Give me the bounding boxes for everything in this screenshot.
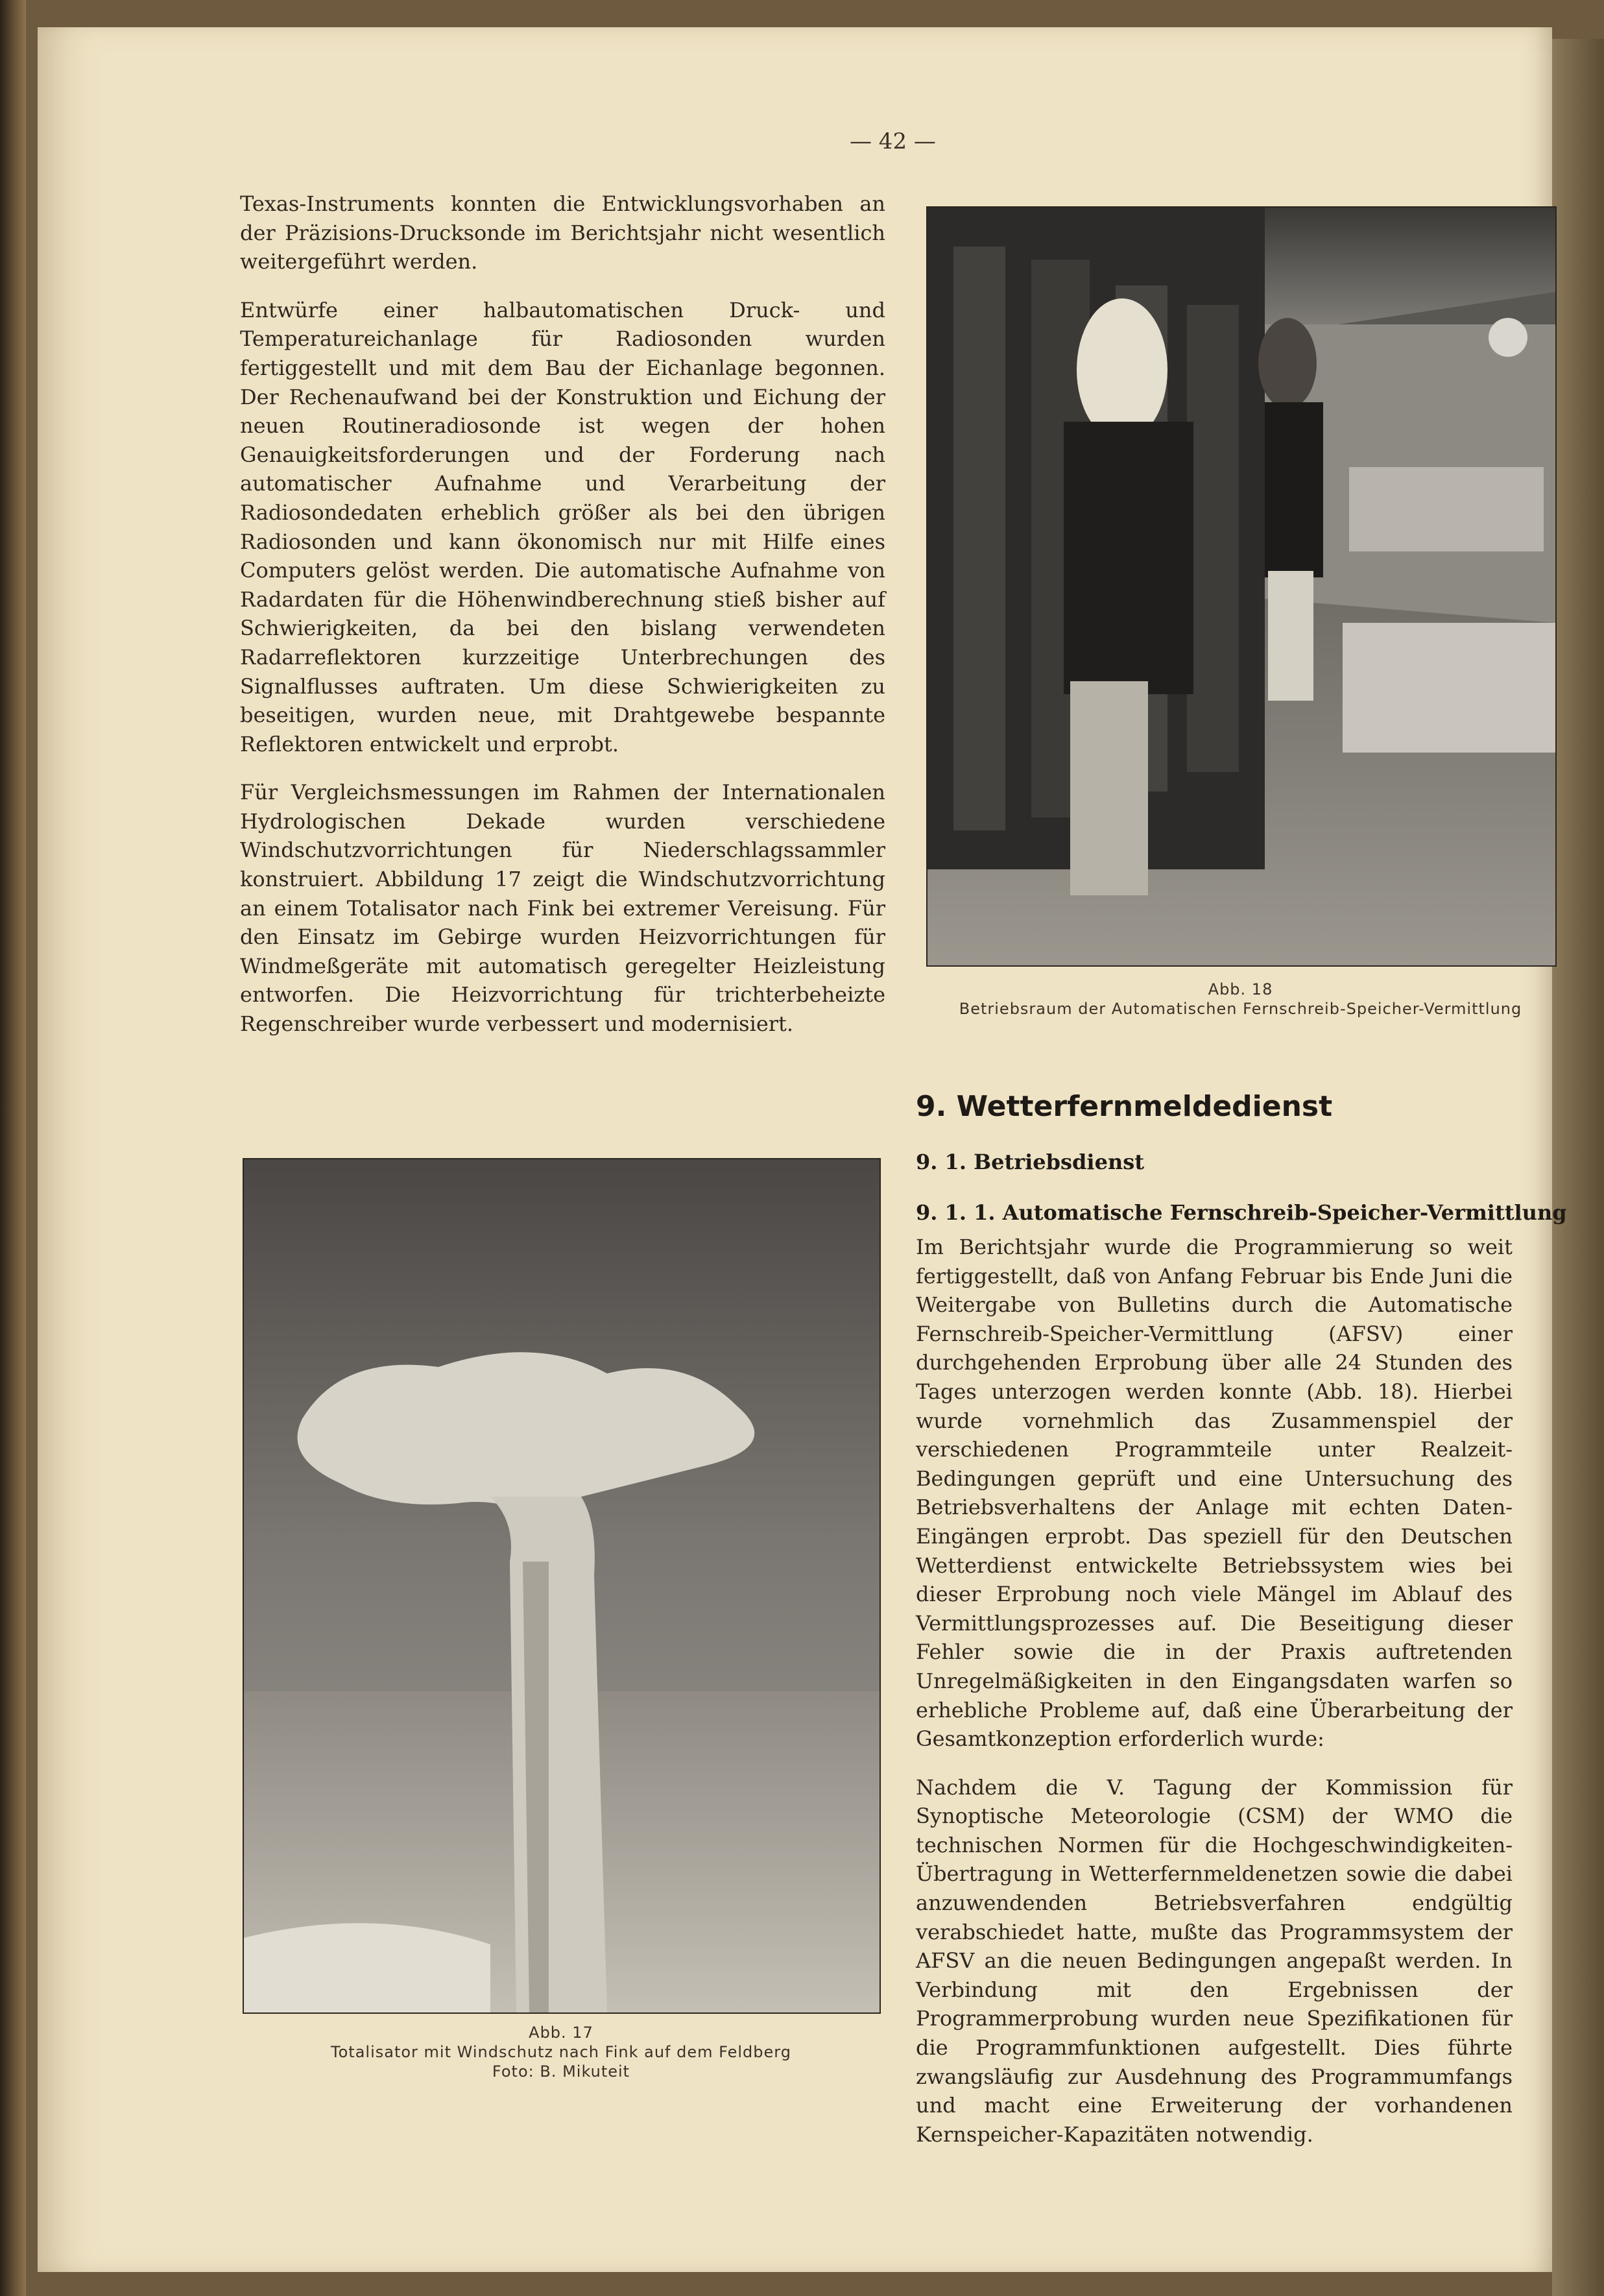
- book-spine: [0, 0, 26, 2296]
- caption-text: Totalisator mit Windschutz nach Fink auf dem Feldberg: [331, 2043, 791, 2061]
- caption-label: Abb. 18: [1208, 980, 1273, 998]
- paragraph: Texas-Instruments konnten die Entwicklungsvorhaben an der Präzisions-Drucksonde im Berichtsjahr nicht wesentlich weitergeführt werden.: [240, 191, 885, 274]
- left-text-column: [240, 189, 885, 1058]
- subsubsection-heading: 9. 1. 1. Automatische Fernschreib-Speicher-Vermittlung: [916, 1200, 1567, 1225]
- subsection-heading: 9. 1. Betriebsdienst: [916, 1150, 1144, 1174]
- paragraph: Für Vergleichsmessungen im Rahmen der Internationalen Hydrologischen Dekade wurden verschiedene Windschutzvorrichtungen für Niederschlagssammler konstruiert. Abbildung 17 zeigt die Windschutzvorrichtung an einem Totalisator nach Fink bei extremer Vereisung. Für den Einsatz im Gebirge wurden Heizvorrichtungen für Windmeßgeräte mit automatisch geregelter Heizleistung entworfen. Die Heizvorrichtung für trichterbeheizte Regenschreiber wurde verbessert und modernisiert.: [240, 780, 885, 1037]
- page-edge: [1552, 39, 1604, 2296]
- figure-17-photo: [243, 1158, 881, 2014]
- paragraph: Entwürfe einer halbautomatischen Druck- und Temperatureichanlage für Radiosonden wurden fertiggestellt und mit dem Bau der Eichanlage begonnen. Der Rechenaufwand bei der Konstruktion und Eichung der neuen Routineradiosonde ist wegen der hohen Genauigkeitsforderungen und der Forderung nach automatischer Aufnahme und Verarbeitung der Radiosondedaten erheblich größer als bei den übrigen Radiosonden und kann ökonomisch nur mit Hilfe eines Computers gelöst werden. Die automatische Aufnahme von Radardaten für die Höhenwindberechnung stieß bisher auf Schwierigkeiten, da bei den bislang verwendeten Radarreflektoren kurzzeitige Unterbrechungen des Signalflusses auftraten. Um diese Schwierigkeiten zu beseitigen, wurden neue, mit Drahtgewebe bespannte Reflektoren entwickelt und erprobt.: [240, 297, 885, 756]
- section-heading: 9. Wetterfernmeldedienst: [916, 1090, 1333, 1123]
- right-text-column: [916, 1233, 1513, 2168]
- paragraph: Im Berichtsjahr wurde die Programmierung so weit fertiggestellt, daß von Anfang Februar bis Ende Juni die Weitergabe von Bulletins durch die Automatische Fernschreib-Speicher-Vermittlung (AFSV) einer durchgehenden Erprobung über alle 24 Stunden des Tages unterzogen werden konnte (Abb. 18). Hierbei wurde vornehmlich das Zusammenspiel der verschiedenen Programmteile unter Realzeit-Bedingungen geprüft und eine Untersuchung des Betriebsverhaltens der Anlage mit echten Daten-Eingängen erprobt. Das speziell für den Deutschen Wetterdienst entwickelte Betriebssystem wies bei dieser Erprobung noch viele Mängel im Ablauf des Vermittlungsprozesses auf. Die Beseitigung dieser Fehler sowie die in der Praxis auftretenden Unregelmäßigkeiten in den Eingangsdaten warfen so erhebliche Probleme auf, daß eine Überarbeitung der Gesamtkonzeption erforderlich wurde:: [916, 1235, 1513, 1752]
- page-number: — 42 —: [850, 128, 936, 154]
- caption-label: Abb. 17: [529, 2024, 593, 2042]
- caption-text: Betriebsraum der Automatischen Fernschreib-Speicher-Vermittlung: [959, 1000, 1522, 1018]
- caption-credit: Foto: B. Mikuteit: [492, 2062, 630, 2081]
- figure-17-caption: [233, 2023, 889, 2081]
- paragraph: Nachdem die V. Tagung der Kommission für Synoptische Meteorologie (CSM) der WMO die technischen Normen für die Hochgeschwindigkeiten-Übertragung in Wetterfernmeldenetzen sowie die dabei anzuwendenden Betriebsverfahren endgültig verabschiedet hatte, mußte das Programmsystem der AFSV an die neuen Bedingungen angepaßt werden. In Verbindung mit den Ergebnissen der Programmerprobung wurden neue Spezifikationen für die Programmfunktionen aufgestellt. Dies führte zwangsläufig zur Ausdehnung des Programmumfangs und macht eine Erweiterung der vorhandenen Kernspeicher-Kapazitäten notwendig.: [916, 1774, 1513, 2147]
- figure-18-caption: [921, 980, 1560, 1019]
- figure-18-photo: [926, 206, 1557, 967]
